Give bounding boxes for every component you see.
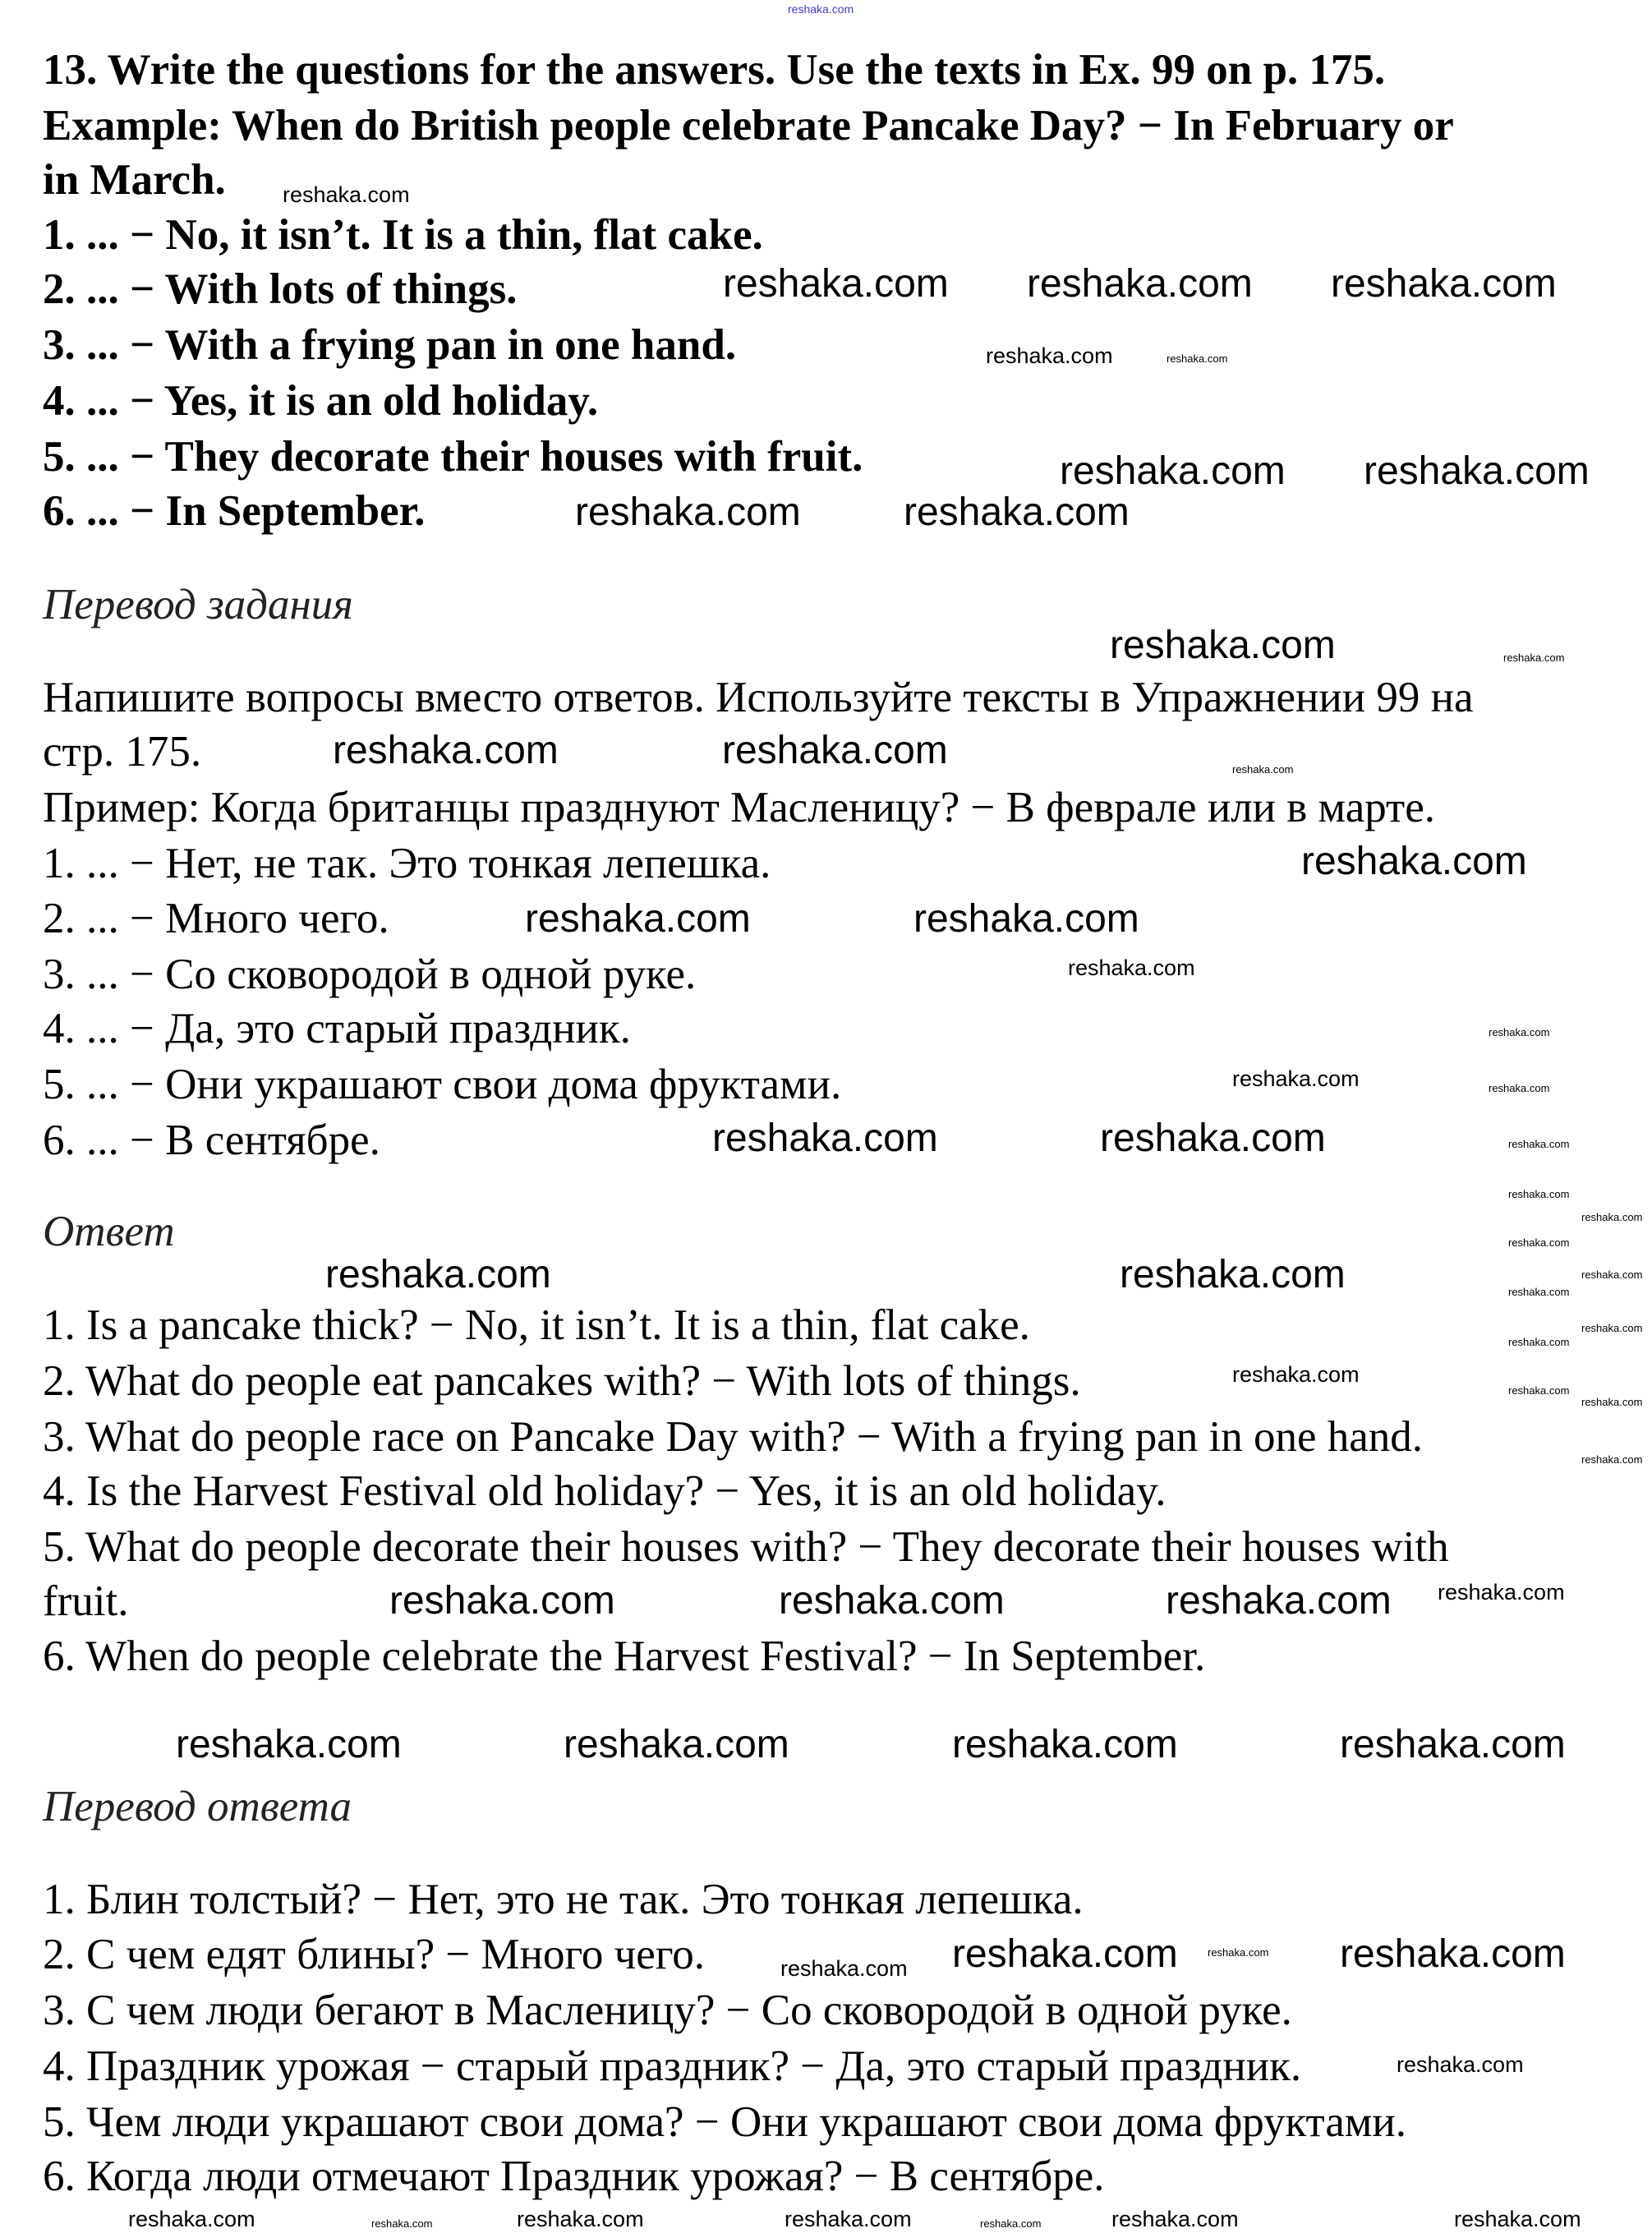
watermark: reshaka.com xyxy=(1340,1723,1566,1766)
watermark: reshaka.com xyxy=(371,2217,433,2230)
answer-item: fruit. xyxy=(43,1577,129,1625)
watermark: reshaka.com xyxy=(1397,2052,1524,2077)
translation-item: 2. ... − Много чего. xyxy=(43,895,389,942)
watermark: reshaka.com xyxy=(517,2207,644,2231)
section-heading: Ответ xyxy=(43,1208,175,1255)
watermark: reshaka.com xyxy=(1060,449,1286,493)
watermark: reshaka.com xyxy=(788,2,854,16)
watermark: reshaka.com xyxy=(575,490,801,534)
watermark: reshaka.com xyxy=(1581,1211,1643,1223)
task-item: 1. ... − No, it isn’t. It is a thin, flat cake. xyxy=(43,211,763,259)
task-item: 6. ... − In September. xyxy=(43,487,426,535)
watermark: reshaka.com xyxy=(1489,1026,1550,1038)
watermark: reshaka.com xyxy=(1232,1066,1360,1091)
translation-item: 1. ... − Нет, не так. Это тонкая лепешка. xyxy=(43,840,771,887)
watermark: reshaka.com xyxy=(952,1723,1178,1766)
watermark: reshaka.com xyxy=(325,1253,551,1296)
watermark: reshaka.com xyxy=(1508,1336,1570,1348)
watermark: reshaka.com xyxy=(1508,1188,1570,1200)
watermark: reshaka.com xyxy=(1111,2207,1239,2231)
watermark: reshaka.com xyxy=(1120,1253,1346,1296)
watermark: reshaka.com xyxy=(564,1723,789,1766)
watermark: reshaka.com xyxy=(779,1579,1005,1623)
watermark: reshaka.com xyxy=(1454,2207,1581,2231)
task-item: 3. ... − With a frying pan in one hand. xyxy=(43,321,737,369)
answer-item: 6. When do people celebrate the Harvest Festival? − In September. xyxy=(43,1632,1206,1680)
task-title: 13. Write the questions for the answers. Use the texts in Ex. 99 on p. 175. xyxy=(43,46,1386,94)
watermark: reshaka.com xyxy=(1027,262,1253,306)
answer-item: 1. Is a pancake thick? − No, it isn’t. It is a thin, flat cake. xyxy=(43,1301,1030,1349)
translation-item: 6. ... − В сентябре. xyxy=(43,1116,380,1164)
watermark: reshaka.com xyxy=(128,2207,255,2231)
section-heading: Перевод ответа xyxy=(43,1783,352,1830)
watermark: reshaka.com xyxy=(1301,840,1527,883)
watermark: reshaka.com xyxy=(1508,1384,1570,1397)
watermark: reshaka.com xyxy=(712,1116,938,1160)
task-item: 2. ... − With lots of things. xyxy=(43,265,518,313)
watermark: reshaka.com xyxy=(1364,449,1590,493)
watermark: reshaka.com xyxy=(1340,1932,1566,1976)
watermark: reshaka.com xyxy=(1438,1580,1565,1605)
task-item: 5. ... − They decorate their houses with fruit. xyxy=(43,433,863,481)
task-item: 4. ... − Yes, it is an old holiday. xyxy=(43,377,599,425)
watermark: reshaka.com xyxy=(1100,1116,1326,1160)
answer-translation-item: 1. Блин толстый? − Нет, это не так. Это тонкая лепешка. xyxy=(43,1876,1084,1923)
watermark: reshaka.com xyxy=(980,2217,1042,2230)
watermark: reshaka.com xyxy=(904,490,1130,534)
translation-example: Пример: Когда британцы празднуют Масленицу? − В феврале или в марте. xyxy=(43,784,1435,831)
answer-translation-item: 4. Праздник урожая − старый праздник? − Да, это старый праздник. xyxy=(43,2042,1302,2090)
translation-line: стр. 175. xyxy=(43,728,202,776)
watermark: reshaka.com xyxy=(1208,1946,1269,1959)
translation-item: 3. ... − Со сковородой в одной руке. xyxy=(43,951,697,998)
answer-translation-item: 5. Чем люди украшают свои дома? − Они украшают свои дома фруктами. xyxy=(43,2098,1407,2146)
watermark: reshaka.com xyxy=(1167,352,1228,365)
watermark: reshaka.com xyxy=(389,1579,615,1623)
translation-item: 4. ... − Да, это старый праздник. xyxy=(43,1005,631,1052)
answer-item: 3. What do people race on Pancake Day with? − With a frying pan in one hand. xyxy=(43,1413,1424,1461)
watermark: reshaka.com xyxy=(283,182,410,207)
watermark: reshaka.com xyxy=(952,1932,1178,1976)
watermark: reshaka.com xyxy=(913,897,1139,941)
translation-line: Напишите вопросы вместо ответов. Используйте тексты в Упражнении 99 на xyxy=(43,674,1474,721)
watermark: reshaka.com xyxy=(1581,1268,1643,1281)
watermark: reshaka.com xyxy=(1508,1236,1570,1249)
answer-translation-item: 6. Когда люди отмечают Праздник урожая? − В сентябре. xyxy=(43,2152,1105,2200)
watermark: reshaka.com xyxy=(1489,1082,1550,1094)
watermark: reshaka.com xyxy=(1581,1322,1643,1334)
answer-translation-item: 3. С чем люди бегают в Масленицу? − Со сковородой в одной руке. xyxy=(43,1987,1292,2034)
watermark: reshaka.com xyxy=(785,2207,912,2231)
watermark: reshaka.com xyxy=(525,897,751,941)
watermark: reshaka.com xyxy=(1508,1138,1570,1150)
watermark: reshaka.com xyxy=(1166,1579,1392,1623)
watermark: reshaka.com xyxy=(333,729,559,772)
answer-item: 4. Is the Harvest Festival old holiday? − Yes, it is an old holiday. xyxy=(43,1467,1167,1515)
watermark: reshaka.com xyxy=(176,1723,402,1766)
watermark: reshaka.com xyxy=(1581,1453,1643,1466)
watermark: reshaka.com xyxy=(1508,1286,1570,1298)
task-example: Example: When do British people celebrate Pancake Day? − In February or xyxy=(43,102,1454,150)
watermark: reshaka.com xyxy=(722,729,948,772)
watermark: reshaka.com xyxy=(986,343,1113,368)
watermark: reshaka.com xyxy=(1503,651,1565,664)
watermark: reshaka.com xyxy=(1068,955,1195,980)
watermark: reshaka.com xyxy=(1331,262,1557,306)
watermark: reshaka.com xyxy=(723,262,949,306)
answer-translation-item: 2. С чем едят блины? − Много чего. xyxy=(43,1931,705,1978)
watermark: reshaka.com xyxy=(780,1956,908,1981)
section-heading: Перевод задания xyxy=(43,581,353,628)
task-example-cont: in March. xyxy=(43,156,226,204)
translation-item: 5. ... − Они украшают свои дома фруктами. xyxy=(43,1061,842,1108)
watermark: reshaka.com xyxy=(1232,763,1294,776)
answer-item: 5. What do people decorate their houses with? − They decorate their houses with xyxy=(43,1523,1449,1571)
answer-item: 2. What do people eat pancakes with? − With lots of things. xyxy=(43,1357,1081,1405)
watermark: reshaka.com xyxy=(1581,1396,1643,1408)
watermark: reshaka.com xyxy=(1110,624,1336,667)
watermark: reshaka.com xyxy=(1232,1362,1360,1387)
